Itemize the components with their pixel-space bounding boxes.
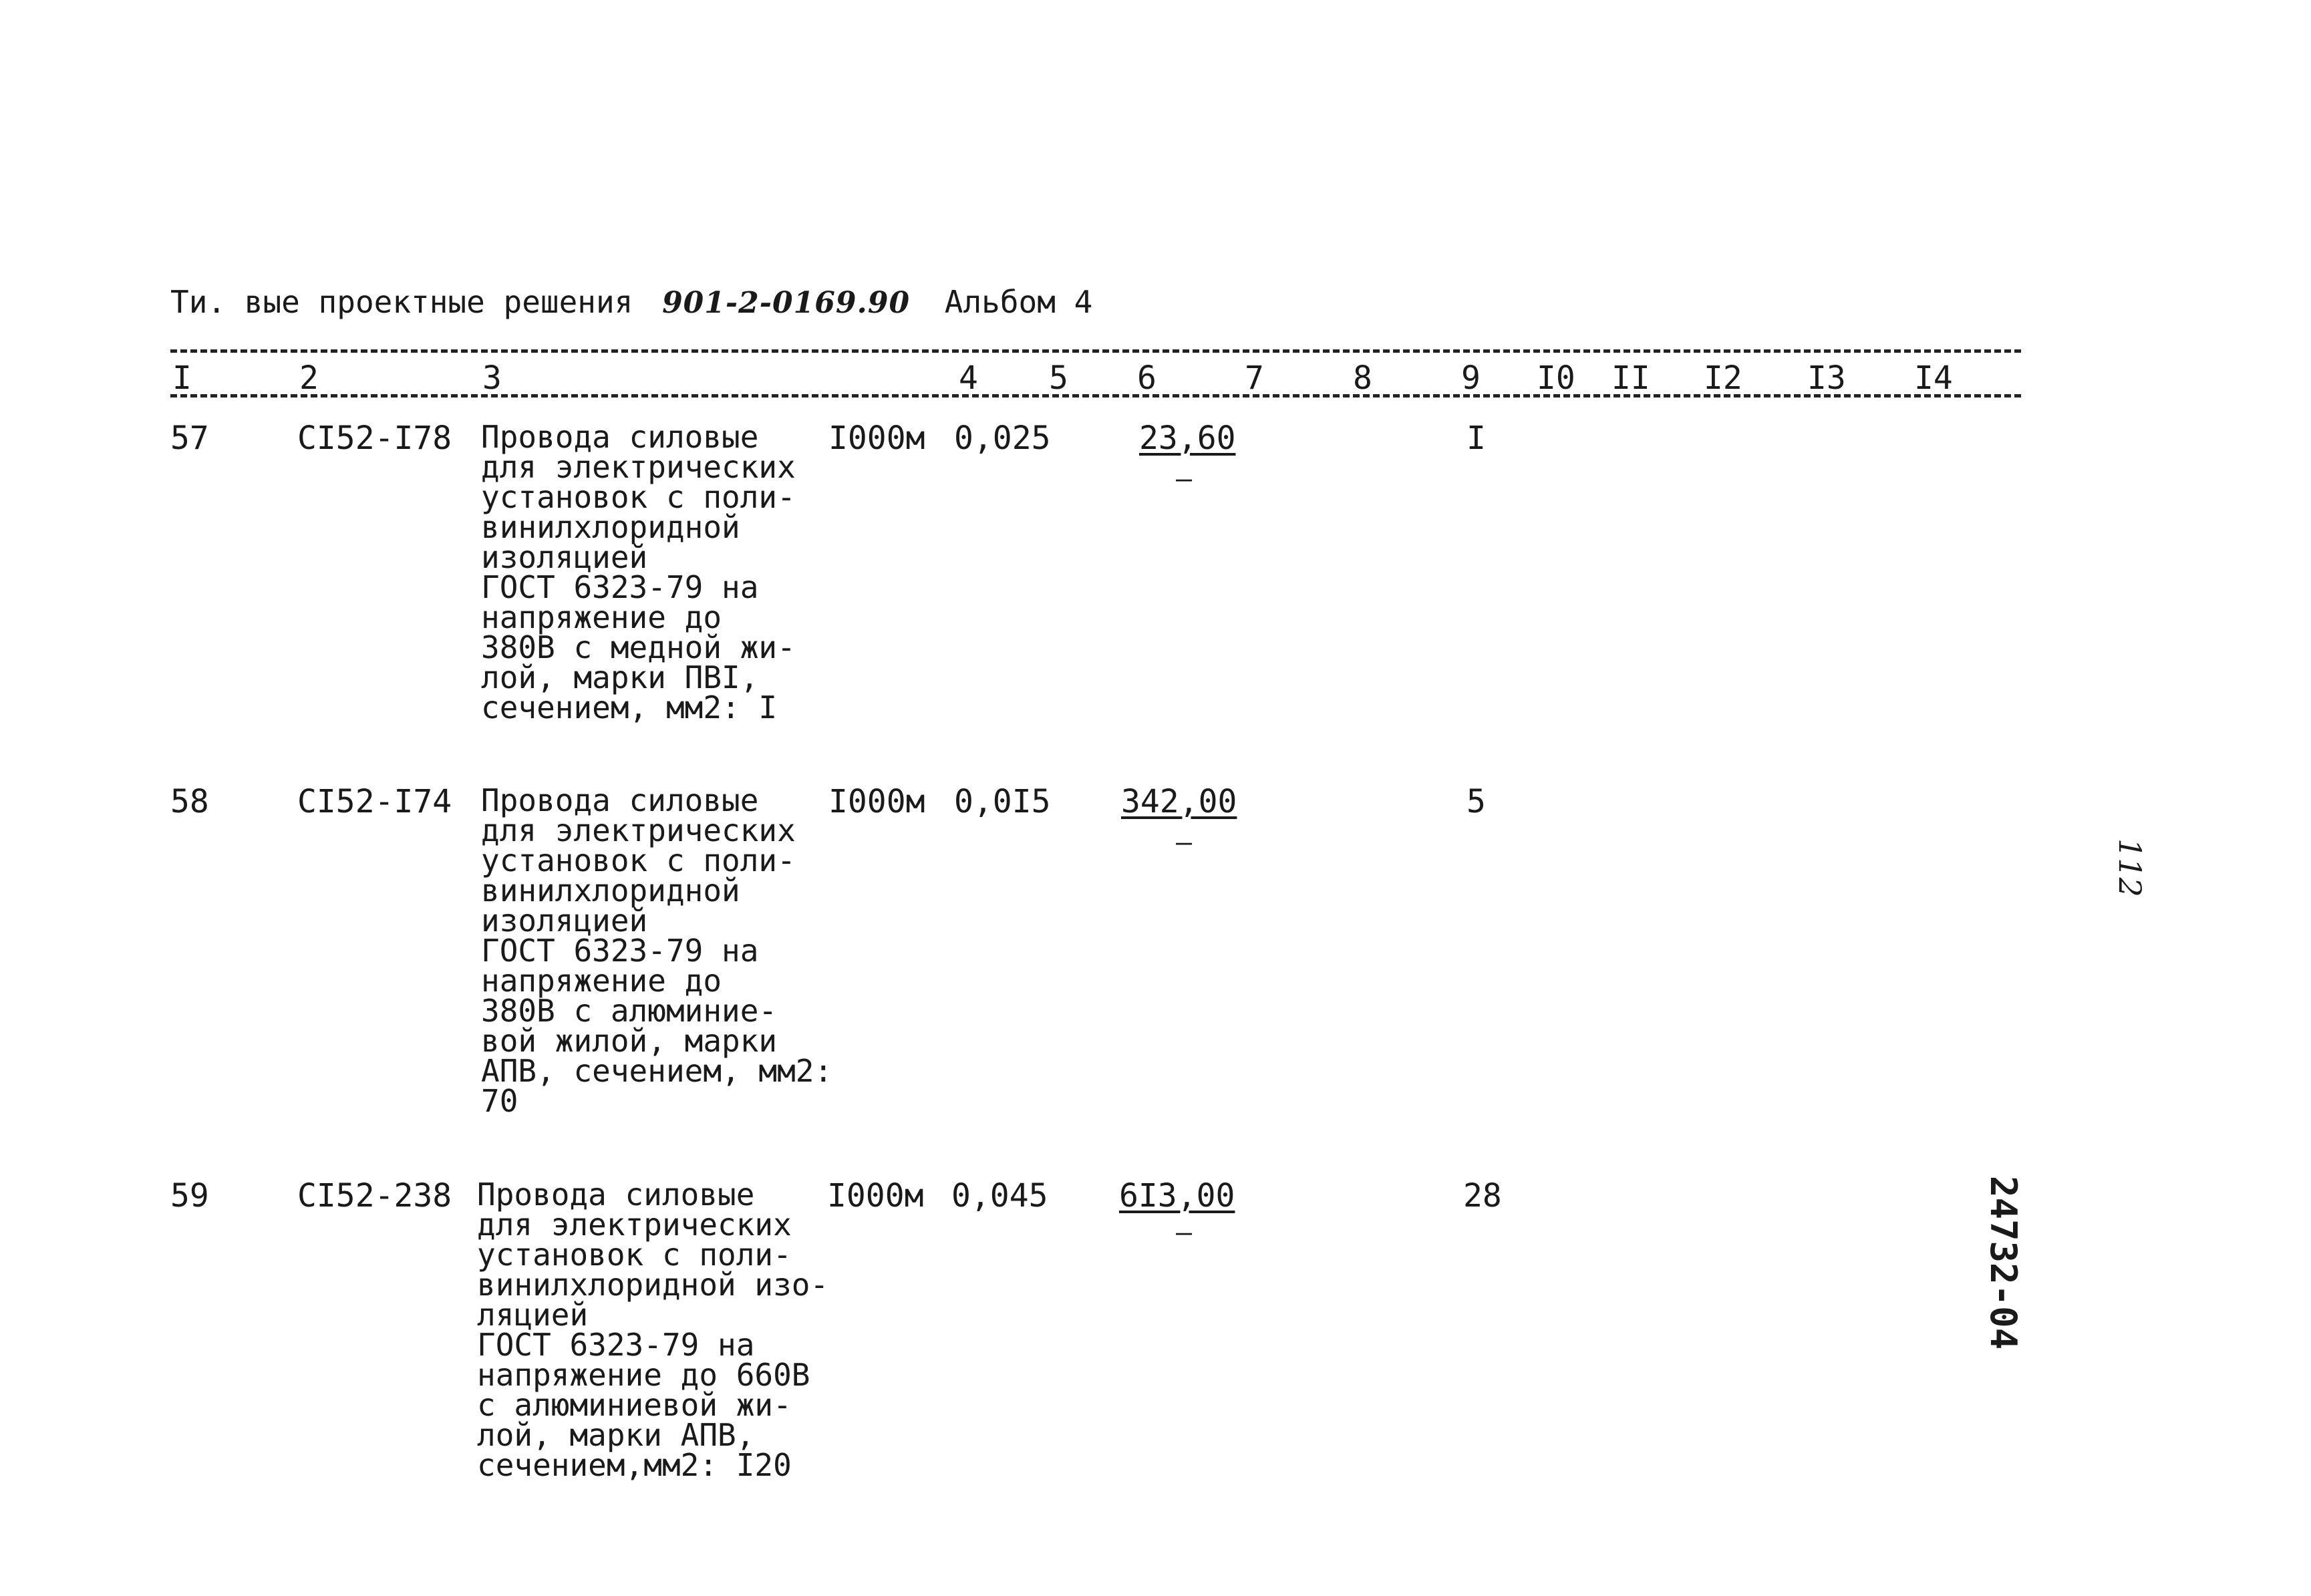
price-dash: –	[1176, 464, 1193, 494]
item-code: CI52-238	[297, 1177, 452, 1215]
row-number: 58	[170, 783, 209, 820]
column-number: 4	[959, 359, 978, 397]
column-number: 7	[1245, 359, 1264, 397]
project-code: 901-2-0169.90	[662, 286, 911, 320]
item-quantity: 0,0I5	[954, 783, 1051, 820]
item-price: 6I3,00	[1119, 1177, 1235, 1215]
column-number: 2	[299, 359, 319, 397]
table-top-rule	[170, 349, 2021, 353]
column-number: 8	[1353, 359, 1372, 397]
header-prefix: Ти. вые проектные решения	[170, 284, 633, 320]
column-number: I3	[1807, 359, 1846, 397]
column-number: II	[1611, 359, 1650, 397]
price-dash: –	[1176, 1217, 1193, 1248]
column-9-value: 5	[1467, 783, 1486, 820]
column-9-value: I	[1467, 420, 1486, 457]
item-price: 23,60	[1139, 420, 1236, 457]
item-unit: I000м	[828, 783, 925, 820]
item-quantity: 0,045	[951, 1177, 1048, 1215]
item-code: CI52-I74	[297, 783, 452, 820]
item-description: Провода силовые для электрических установок с поли- винилхлоридной изо- ляцией ГОСТ 6323-79 на напряжение до 660В с алюминиевой жи- лой, марки АПВ, сечением,мм2: I20	[477, 1176, 829, 1483]
column-number: 5	[1049, 359, 1068, 397]
page-number: 112	[2112, 838, 2148, 897]
column-number: I2	[1704, 359, 1742, 397]
album-label: Альбом 4	[944, 284, 1093, 320]
column-9-value: 28	[1463, 1177, 1502, 1215]
item-quantity: 0,025	[954, 420, 1051, 457]
row-number: 57	[170, 420, 209, 457]
price-dash: –	[1176, 827, 1193, 858]
item-price: 342,00	[1121, 783, 1237, 820]
item-unit: I000м	[827, 1177, 924, 1215]
item-unit: I000м	[828, 420, 925, 457]
column-number: I4	[1914, 359, 1953, 397]
column-number: 3	[482, 359, 502, 397]
table-header-rule	[170, 394, 2021, 397]
item-description: Провода силовые для электрических установок с поли- винилхлоридной изоляцией ГОСТ 6323-79 на напряжение до 380В с алюминие- вой жилой, марки АПВ, сечением, мм2: 70	[481, 782, 833, 1119]
document-number: 24732-04	[1982, 1176, 2024, 1350]
column-number: 9	[1461, 359, 1481, 397]
column-number: 6	[1137, 359, 1157, 397]
item-description: Провода силовые для электрических установок с поли- винилхлоридной изоляцией ГОСТ 6323-79 на напряжение до 380В с медной жи- лой, марки ПВI, сечением, мм2: I	[481, 419, 796, 726]
column-number: I	[172, 359, 192, 397]
column-number: I0	[1537, 359, 1575, 397]
row-number: 59	[170, 1177, 209, 1215]
document-header	[170, 284, 1092, 320]
item-code: CI52-I78	[297, 420, 452, 457]
